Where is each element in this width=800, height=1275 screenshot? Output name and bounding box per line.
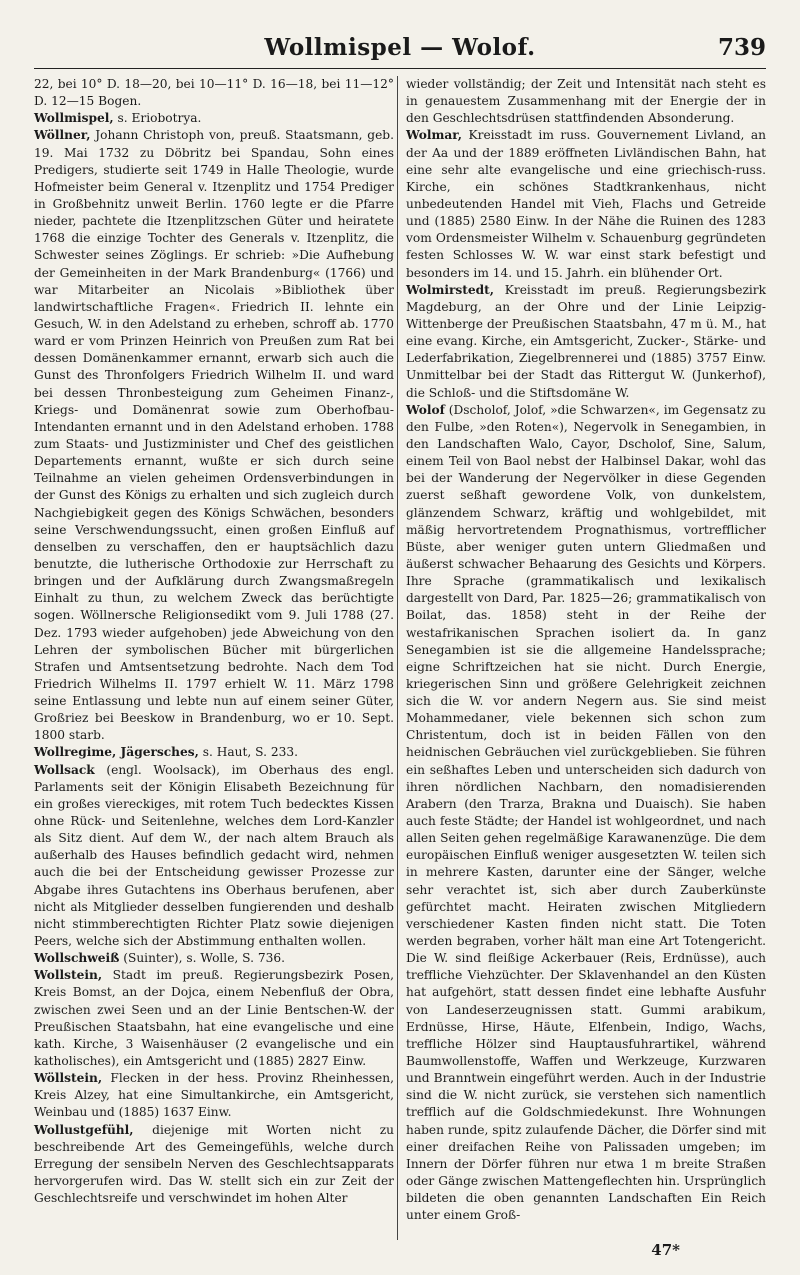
entry-text: Johann Christoph von, preuß. Staatsmann, geb. 19. Mai 1732 zu Döbritz bei Spandau, Sohn eines Predigers, studierte seit 1749 in Halle Theologie, wurde Hofmeister beim General v. Itzenplitz und 1754 Prediger in Großbehnitz unweit Berlin. 1760 legte er die Pfarre nieder, pachtete die Itzenplitzschen Güter und heiratete 1768 die einzige Tochter des Generals v. Itzenplitz, die Schwester seines Zöglings. Er schrieb: »Die Aufhebung der Gemeinheiten in der Mark Brandenburg« (1766) und war Mitarbeiter an Nicolais »Bibliothek über landwirtschaftliche Fragen«. Friedrich II. lehnte ein Gesuch, W. in den Adelstand zu erheben, schroff ab. 1770 ward er vom Prinzen Heinrich von Preußen zum Rat bei dessen Domänenkammer ernannt, erwarb sich auch die Gunst des Thronfolgers Friedrich Wilhelm II. und ward bei dessen Thronbesteigung zum Geheimen Finanz-, Kriegs- und Domänenrat sowie zum Oberhofbau-Intendanten ernannt und in den Adelstand erhoben. 1788 zum Staats- und Justizminister und Chef des geistlichen Departements ernannt, wußte er sich durch seine Teilnahme an vielen geheimen Ordensverbindungen in der Gunst des Königs zu erhalten und sich zugleich durch Nachgiebigkeit gegen des Königs Schwächen, besonders seine Verschwendungssucht, einen großen Einfluß auf denselben zu verschaffen, den er hauptsächlich dazu benutzte, die lutherische Orthodoxie zur Herrschaft zu bringen und der Aufklärung durch Zwangsmaßregeln Einhalt zu thun, zu welchem Zweck das berüchtigte sogen. Wöllnersche Religionsedikt vom 9. Juli 1788 (27. Dez. 1793 wieder aufgehoben) jede Abweichung von den Lehren der symbolischen Bücher mit bürgerlichen Strafen und Amtsentsetzung bedrohte. Nach dem Tod Friedrich Wilhelms II. 1797 erhielt W. 11. März 1798 seine Entlassung und lebte nun auf einem seiner Güter, Großriez bei Beeskow in Brandenburg, wo er 10. Sept. 1800 starb. [34, 128, 394, 743]
entry-text: Kreisstadt im russ. Gouvernement Livland, an der Aa und der 1889 eröffneten Livländischen Bahn, hat eine sehr alte evangelische und eine griechisch-russ. Kirche, ein schönes Stadtkrankenhaus, nicht unbedeutenden Handel mit Vieh, Flachs und Getreide und (1885) 2580 Einw. In der Nähe die Ruinen des 1283 vom Ordensmeister Wilhelm v. Schauenburg gegründeten festen Schlosses W. W. war einst stark befestigt und besonders im 14. und 15. Jahrh. ein blühender Ort. [406, 128, 766, 280]
entry-lemma: Wöllstein, [34, 1071, 103, 1086]
entry-text: Flecken in der hess. Provinz Rheinhessen, Kreis Alzey, hat eine Simultankirche, ein Amtsgericht, Weinbau und (1885) 1637 Einw. [34, 1071, 394, 1120]
entry-lemma: Wolof [406, 402, 445, 417]
entry-lemma: Wollmispel, [34, 111, 114, 126]
page-number: 739 [717, 34, 766, 61]
dictionary-entry [34, 127, 394, 744]
left-column [34, 76, 394, 1207]
dictionary-entry [34, 1070, 394, 1121]
dictionary-entry [34, 967, 394, 1070]
entry-lemma: Wollsack [34, 762, 95, 777]
entry-text: diejenige mit Worten nicht zu beschreibende Art des Gemeingefühls, welche durch Erregung der sensibeln Nerven des Geschlechtsapparats hervorgerufen wird. Das W. stellt sich ein zur Zeit der Geschlechtsreife und verschwindet im hohen Alter [34, 1122, 394, 1206]
dictionary-entry [406, 282, 766, 402]
entry-text: s. Eriobotrya. [113, 111, 202, 126]
header-title: Wollmispel — Wolof. [264, 34, 536, 61]
entry-text: Kreisstadt im preuß. Regierungsbezirk Magdeburg, an der Ohre und der Linie Leipzig-Wittenberge der Preußischen Staatsbahn, 47 m ü. M., hat eine evang. Kirche, ein Amtsgericht, Zucker-, Stärke- und Lederfabrikation, Ziegelbrennerei und (1885) 3757 Einw. Unmittelbar bei der Stadt das Rittergut W. (Junkerhof), die Schloß- und die Stiftsdomäne W. [406, 282, 766, 400]
entry-lemma: Wollustgefühl, [34, 1122, 134, 1137]
entry-text: (Suinter), s. Wolle, S. 736. [119, 951, 285, 966]
dictionary-entry [34, 744, 394, 761]
dictionary-entry [406, 76, 766, 127]
sheet-signature: 47* [651, 1241, 680, 1259]
entry-text: wieder vollständig; der Zeit und Intensität nach steht es in genauestem Zusammenhang mit der Energie der in den Geschlechtsdrüsen stattfindenden Absonderung. [406, 77, 766, 126]
entry-text: 22, bei 10° D. 18—20, bei 10—11° D. 16—18, bei 11—12° D. 12—15 Bogen. [34, 77, 394, 109]
entry-lemma: Wöllner, [34, 128, 91, 143]
column-divider [397, 76, 398, 1240]
entry-text: (Dscholof, Jolof, »die Schwarzen«, im Gegensatz zu den Fulbe, »den Roten«), Negervolk in Senegambien, in den Landschaften Walo, Cayor, Dscholof, Sine, Salum, einem Teil von Baol nebst der Halbinsel Dakar, wohl das bei der Wanderung der Negervölker in diese Gegenden zuerst seßhaft gewordene Volk, von dunkelstem, glänzendem Schwarz, kräftig und wohlgebildet, mit mäßig hervortretendem Prognathismus, vortrefflicher Büste, aber weniger guten untern Gliedmaßen und äußerst schwacher Behaarung des Gesichts und Körpers. Ihre Sprache (grammatikalisch und lexikalisch dargestellt von Dard, Par. 1825—26; grammatikalisch von Boilat, das. 1858) steht in der Reihe der westafrikanischen Sprachen isoliert da. In ganz Senegambien ist sie die allgemeine Handelssprache; eigne Schriftzeichen hat sie nicht. Durch Energie, kriegerischen Sinn und größere Gelehrigkeit zeichnen sich die W. vor andern Negern aus. Sie sind meist Mohammedaner, viele bekennen sich schon zum Christentum, doch ist in beiden Fällen von den heidnischen Gebräuchen viel zurückgeblieben. Sie führen ein seßhaftes Leben und unterscheiden sich dadurch von ihren nördlichen Nachbarn, den nomadisierenden Arabern (den Trarza, Brakna und Duaisch). Sie haben auch feste Städte; der Handel ist wohlgeordnet, und nach allen Seiten gehen regelmäßige Karawanenzüge. Die dem europäischen Einfluß weniger ausgesetzten W. teilen sich in mehrere Kasten, darunter eine der Sänger, welche sehr verachtet ist, sich aber durch Zauberkünste gefürchtet macht. Heiraten zwischen Mitgliedern verschiedener Kasten finden nicht statt. Die Toten werden begraben, vorher hält man eine Art Totengericht. Die W. sind fleißige Ackerbauer (Reis, Erdnüsse), auch treffliche Viehzüchter. Der Sklavenhandel an den Küsten hat aufgehört, statt dessen findet eine lebhafte Ausfuhr von Landeserzeugnissen statt. Gummi arabikum, Erdnüsse, Hirse, Häute, Elfenbein, Indigo, Wachs, treffliche Hölzer sind Hauptausfuhrartikel, während Baumwollenstoffe, Waffen und Werkzeuge, Kurzwaren und Branntwein eingeführt werden. Auch in der Industrie sind die W. nicht zurück, sie verstehen sich namentlich trefflich auf die Goldschmiedekunst. Ihre Wohnungen haben runde, spitz zulaufende Dächer, die Dörfer sind mit einer dreifachen Reihe von Palissaden umgeben; im Innern der Dörfer führen nur etwa 1 m breite Straßen oder Gänge zwischen Mattengeflechten hin. Ursprünglich bildeten die oben genannten Landschaften Ein Reich unter einem Groß- [406, 402, 766, 1223]
entry-text: (engl. Woolsack), im Oberhaus des engl. Parlaments seit der Königin Elisabeth Bezeichnung für ein großes viereckiges, mit rotem Tuch bedecktes Kissen ohne Rück- und Seitenlehne, welches dem Lord-Kanzler als Sitz dient. Auf dem W., der nach altem Brauch als außerhalb des Hauses befindlich gedacht wird, nehmen auch die bei der Entscheidung gewisser Prozesse zur Abgabe ihres Gutachtens ins Oberhaus berufenen, aber nicht als Mitglieder desselben fungierenden und deshalb nicht stimmberechtigten Richter Platz sowie diejenigen Peers, welche sich der Abstimmung enthalten wollen. [34, 762, 394, 949]
dictionary-entry [406, 127, 766, 281]
entry-text: Stadt im preuß. Regierungsbezirk Posen, Kreis Bomst, an der Dojca, einem Nebenfluß der Obra, zwischen zwei Seen und an der Linie Bentschen-W. der Preußischen Staatsbahn, hat eine evangelische und eine kath. Kirche, 3 Waisenhäuser (2 evangelische und ein katholisches), ein Amtsgericht und (1885) 2827 Einw. [34, 968, 394, 1069]
dictionary-entry [34, 76, 394, 110]
entry-lemma: Wollschweiß [34, 951, 120, 966]
entry-lemma: Wollstein, [34, 968, 103, 983]
entry-text: s. Haut, S. 233. [198, 745, 298, 760]
dictionary-entry [406, 402, 766, 1225]
entry-lemma: Wolmirstedt, [406, 282, 495, 297]
dictionary-entry [34, 110, 394, 127]
running-header [34, 34, 766, 69]
right-column [406, 76, 766, 1224]
entry-lemma: Wollregime, Jägersches, [34, 745, 199, 760]
dictionary-entry [34, 762, 394, 951]
entry-lemma: Wolmar, [406, 128, 463, 143]
dictionary-entry [34, 950, 394, 967]
dictionary-entry [34, 1122, 394, 1208]
